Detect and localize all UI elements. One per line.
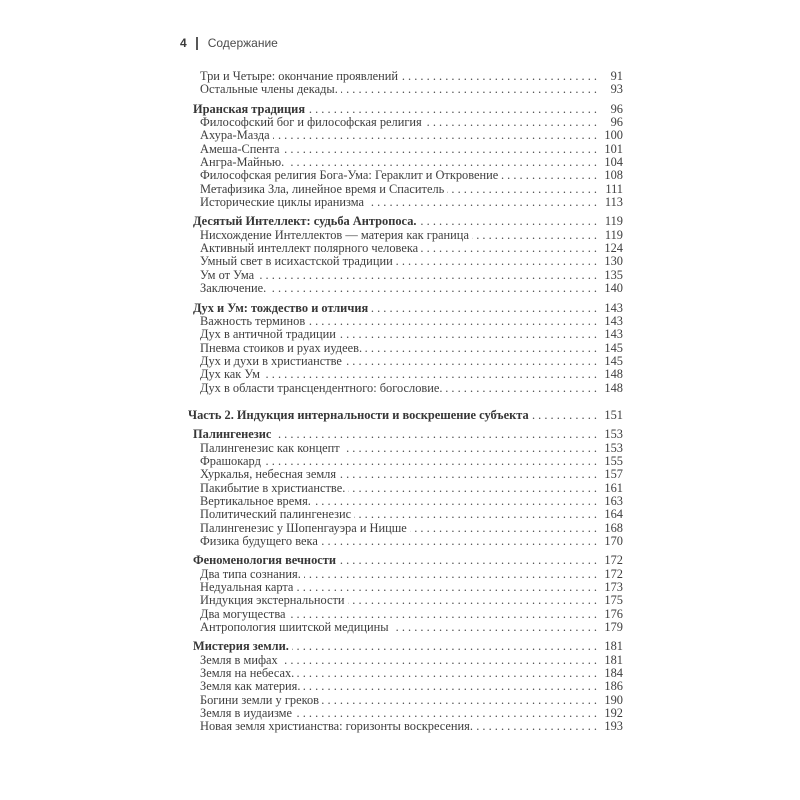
- toc-entry-page: 96: [610, 101, 623, 116]
- toc-entry-label: Феноменология вечности: [193, 554, 336, 568]
- dot-leader: [264, 455, 597, 468]
- toc-entry-page: 100: [604, 128, 623, 143]
- toc-row: [188, 342, 623, 355]
- dot-leader: [308, 103, 597, 116]
- dot-leader: [445, 382, 597, 395]
- toc-entry-page: 161: [604, 480, 623, 495]
- toc-entry-label: Важность терминов: [200, 314, 306, 328]
- dot-leader: [339, 554, 597, 567]
- toc-entry-label: Два могущества: [200, 607, 286, 621]
- toc-row: [188, 495, 623, 508]
- toc-row: [188, 103, 623, 116]
- dot-leader: [401, 70, 597, 83]
- toc-entry-label: Антропология шиитской медицины: [200, 621, 389, 635]
- toc-entry-label: Земля как материя.: [200, 680, 301, 694]
- toc-entry-label: Умный свет в исихастской традиции: [200, 255, 393, 269]
- dot-leader: [348, 482, 597, 495]
- toc-entry-page: 143: [604, 313, 623, 328]
- toc-row: [188, 508, 623, 521]
- toc-row: [188, 581, 623, 594]
- toc-entry-page: 179: [604, 620, 623, 635]
- toc-entry-page: 170: [604, 534, 623, 548]
- dot-leader: [292, 640, 597, 653]
- dot-leader: [274, 428, 597, 441]
- toc-row: [188, 143, 623, 156]
- toc-entry-label: Пневма стоиков и руах иудеев.: [200, 341, 363, 355]
- toc-entry-page: 143: [604, 300, 623, 315]
- toc-entry-page: 96: [610, 115, 623, 130]
- toc-row: [188, 242, 623, 255]
- toc-row: [188, 382, 623, 395]
- toc-row: [188, 468, 623, 481]
- dot-leader: [283, 143, 597, 156]
- toc-entry-page: 172: [604, 553, 623, 568]
- toc-entry-page: 155: [604, 453, 623, 468]
- toc-row: [188, 368, 623, 381]
- toc-entry-label: Три и Четыре: окончание проявлений: [200, 70, 399, 83]
- dot-leader: [348, 594, 597, 607]
- toc-entry-label: Амеша-Спента: [200, 142, 280, 156]
- toc-entry-page: 140: [604, 281, 623, 296]
- dot-leader: [304, 568, 597, 581]
- toc-row: [188, 654, 623, 667]
- toc-row: [188, 70, 623, 83]
- dot-leader: [354, 508, 597, 521]
- toc-row: [188, 215, 623, 228]
- toc-entry-label: Палингенезис у Шопенгауэра и Ницше: [200, 521, 407, 535]
- running-title: Содержание: [207, 36, 278, 50]
- toc-entry-label: Дух и духи в христианстве: [200, 354, 342, 368]
- toc-entry-label: Недуальная карта: [200, 581, 294, 595]
- toc-entry-page: 101: [604, 141, 623, 156]
- toc-entry-page: 153: [604, 440, 623, 455]
- dot-leader: [308, 315, 597, 328]
- toc-row: [188, 116, 623, 129]
- toc-entry-page: 192: [604, 706, 623, 721]
- dot-leader: [410, 522, 597, 535]
- toc-row: [188, 428, 623, 441]
- toc-row: [188, 621, 623, 634]
- toc-entry-page: 164: [604, 507, 623, 522]
- toc-entry-page: 181: [604, 639, 623, 654]
- toc-entry-label: Исторические циклы иранизма: [200, 196, 364, 210]
- toc-entry-page: 124: [604, 241, 623, 256]
- dot-leader: [420, 215, 598, 228]
- toc-entry-page: 181: [604, 652, 623, 667]
- toc-entry-page: 130: [604, 254, 623, 269]
- dot-leader: [501, 169, 597, 182]
- toc-entry-label: Ахура-Мазда: [200, 129, 270, 143]
- toc-entry-page: 175: [604, 593, 623, 608]
- toc-entry-page: 145: [604, 353, 623, 368]
- toc-row: [188, 269, 623, 282]
- toc-row: [188, 355, 623, 368]
- toc-entry-page: 186: [604, 679, 623, 694]
- dot-leader: [281, 654, 597, 667]
- toc-entry-label: Хуркалья, небесная земля: [200, 468, 337, 482]
- dot-leader: [273, 129, 597, 142]
- toc-entry-page: 113: [604, 195, 623, 210]
- toc-entry-label: Часть 2. Индукция интернальности и воскрешение субъекта: [188, 408, 529, 422]
- toc-row: [188, 608, 623, 621]
- toc-entry-page: 157: [604, 467, 623, 482]
- toc-entry-label: Вертикальное время.: [200, 494, 311, 508]
- dot-leader: [296, 581, 597, 594]
- dot-leader: [289, 608, 597, 621]
- toc-entry-page: 148: [604, 380, 623, 395]
- toc-entry-page: 176: [604, 606, 623, 621]
- toc-row: [188, 183, 623, 196]
- toc-entry-page: 111: [605, 181, 623, 196]
- toc-row: [188, 522, 623, 535]
- toc-row: [188, 156, 623, 169]
- dot-leader: [339, 328, 597, 341]
- toc-entry-label: Ум от Ума: [200, 268, 255, 282]
- dot-leader: [303, 680, 597, 693]
- toc-entry-label: Новая земля христианства: горизонты воскресения.: [200, 720, 473, 734]
- toc-row: [188, 409, 623, 422]
- toc-entry-page: 172: [604, 566, 623, 581]
- dot-leader: [263, 368, 597, 381]
- dot-leader: [476, 720, 597, 733]
- toc-entry-page: 91: [610, 69, 623, 83]
- dot-leader: [343, 442, 597, 455]
- toc-row: [188, 680, 623, 693]
- toc-row: [188, 169, 623, 182]
- page-number: 4: [180, 36, 187, 50]
- dot-leader: [297, 667, 597, 680]
- toc-row: [188, 667, 623, 680]
- toc-row: [188, 568, 623, 581]
- toc-entry-label: Активный интеллект полярного человека: [200, 242, 419, 256]
- toc-entry-page: 145: [604, 340, 623, 355]
- toc-entry-label: Дух в античной традиции: [200, 328, 336, 342]
- toc-entry-page: 104: [604, 155, 623, 170]
- toc-entry-label: Два типа сознания.: [200, 567, 301, 581]
- toc-row: [188, 694, 623, 707]
- toc-entry-label: Индукция экстернальности: [200, 594, 345, 608]
- toc-entry-label: Философская религия Бога-Ума: Гераклит и Откровение: [200, 169, 499, 183]
- dot-leader: [447, 183, 597, 196]
- table-of-contents: [188, 70, 623, 734]
- toc-row: [188, 302, 623, 315]
- toc-entry-page: 153: [604, 427, 623, 442]
- toc-entry-page: 163: [604, 493, 623, 508]
- dot-leader: [396, 255, 597, 268]
- toc-entry-label: Земля в иудаизме: [200, 707, 293, 721]
- header-divider: [196, 37, 198, 50]
- toc-entry-label: Ангра-Майнью.: [200, 156, 285, 170]
- dot-leader: [392, 621, 597, 634]
- toc-entry-page: 193: [604, 719, 623, 734]
- dot-leader: [321, 535, 597, 548]
- toc-entry-label: Остальные члены декады.: [200, 83, 338, 97]
- toc-entry-page: 108: [604, 168, 623, 183]
- toc-entry-label: Палингенезис как концепт: [200, 441, 340, 455]
- toc-entry-page: 190: [604, 692, 623, 707]
- toc-row: [188, 255, 623, 268]
- toc-entry-label: Земля в мифах: [200, 653, 278, 667]
- toc-entry-label: Дух в области трансцендентного: богословие.: [200, 381, 443, 395]
- toc-entry-page: 119: [604, 214, 623, 229]
- dot-leader: [287, 156, 597, 169]
- toc-row: [188, 282, 623, 295]
- dot-leader: [532, 409, 597, 422]
- dot-leader: [322, 694, 597, 707]
- toc-entry-label: Земля на небесах.: [200, 667, 295, 681]
- toc-entry-label: Дух как Ум: [200, 368, 260, 382]
- toc-row: [188, 129, 623, 142]
- toc-entry-label: Философский бог и философская религия: [200, 116, 422, 130]
- toc-row: [188, 229, 623, 242]
- toc-entry-page: 173: [604, 580, 623, 595]
- toc-row: [188, 83, 623, 96]
- dot-leader: [339, 468, 597, 481]
- dot-leader: [269, 282, 597, 295]
- toc-entry-label: Богини земли у греков: [200, 693, 320, 707]
- toc-row: [188, 196, 623, 209]
- toc-entry-label: Метафизика Зла, линейное время и Спаситель: [200, 182, 445, 196]
- toc-entry-page: 148: [604, 367, 623, 382]
- toc-entry-label: Иранская традиция: [193, 102, 306, 116]
- toc-entry-label: Физика будущего века: [200, 535, 318, 548]
- dot-leader: [257, 269, 597, 282]
- dot-leader: [472, 229, 597, 242]
- toc-entry-label: Дух и Ум: тождество и отличия: [193, 301, 369, 315]
- dot-leader: [425, 116, 597, 129]
- toc-entry-label: Фрашокард: [200, 454, 261, 468]
- toc-entry-label: Мистерия земли.: [193, 640, 289, 654]
- toc-entry-page: 168: [604, 520, 623, 535]
- toc-entry-label: Палингенезис: [193, 428, 272, 442]
- dot-leader: [365, 342, 597, 355]
- toc-row: [188, 328, 623, 341]
- toc-entry-label: Политический палингенезис: [200, 508, 352, 522]
- page-header: [180, 36, 278, 50]
- toc-entry-page: 119: [604, 227, 623, 242]
- dot-leader: [295, 707, 597, 720]
- toc-row: [188, 594, 623, 607]
- toc-entry-page: 135: [604, 267, 623, 282]
- toc-row: [188, 455, 623, 468]
- dot-leader: [421, 242, 597, 255]
- toc-row: [188, 315, 623, 328]
- toc-entry-page: 143: [604, 327, 623, 342]
- toc-row: [188, 482, 623, 495]
- toc-entry-label: Пакибытие в христианстве.: [200, 481, 346, 495]
- toc-entry-label: Нисхождение Интеллектов — материя как граница: [200, 228, 469, 242]
- dot-leader: [314, 495, 597, 508]
- toc-entry-page: 184: [604, 666, 623, 681]
- toc-entry-page: 151: [604, 407, 623, 422]
- toc-row: [188, 442, 623, 455]
- dot-leader: [341, 83, 597, 96]
- dot-leader: [371, 302, 597, 315]
- toc-entry-page: 93: [610, 82, 623, 97]
- dot-leader: [367, 196, 597, 209]
- toc-entry-label: Десятый Интеллект: судьба Антропоса.: [193, 215, 417, 229]
- toc-entry-label: Заключение.: [200, 282, 267, 296]
- toc-row: [188, 720, 623, 733]
- toc-row: [188, 535, 623, 548]
- toc-row: [188, 554, 623, 567]
- toc-row: [188, 640, 623, 653]
- dot-leader: [345, 355, 597, 368]
- toc-row: [188, 707, 623, 720]
